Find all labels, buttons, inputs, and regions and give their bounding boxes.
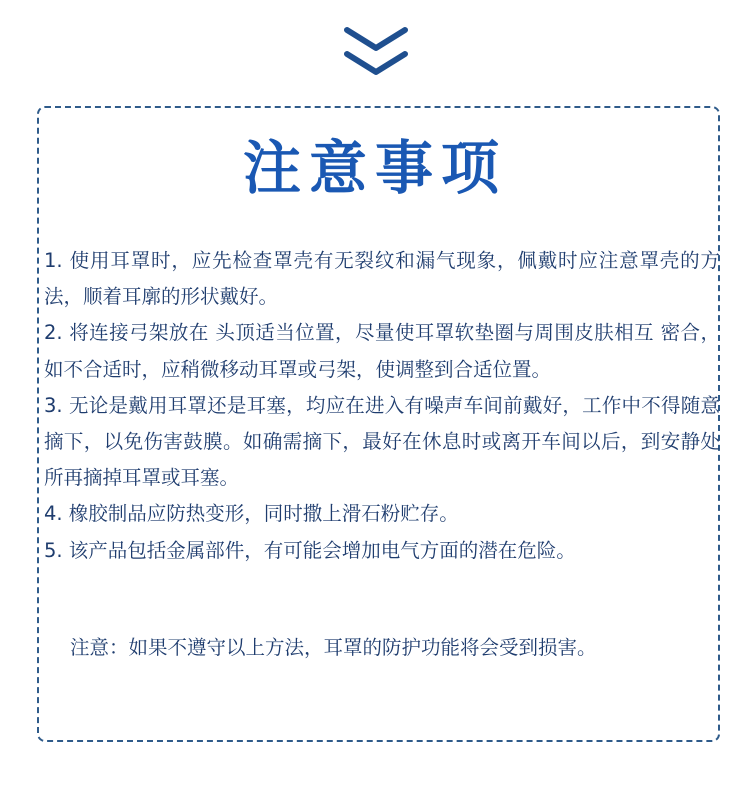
- footer-note: 注意：如果不遵守以上方法，耳罩的防护功能将会受到损害。: [70, 636, 597, 659]
- notice-item-5: 5. 该产品包括金属部件，有可能会增加电气方面的潜在危险。: [44, 538, 576, 562]
- notice-item-4: 4. 橡胶制品应防热变形，同时撒上滑石粉贮存。: [44, 502, 459, 526]
- notice-item-1: 1. 使用耳罩时，应先检查罩壳有无裂纹和漏气现象，佩戴时应注意罩壳的方法，顺着耳廓的形状戴好。: [44, 249, 720, 309]
- notice-list: [44, 243, 720, 569]
- notice-title: 注意事项: [242, 134, 507, 202]
- notice-item-3: 3. 无论是戴用耳罩还是耳塞，均应在进入有噪声车间前戴好，工作中不得随意摘下，以免伤害鼓膜。如确需摘下，最好在休息时或离开车间以后，到安静处所再摘掉耳罩或耳塞。: [44, 393, 720, 490]
- double-chevron-down-icon: [343, 26, 409, 78]
- notice-item-2: 2. 将连接弓架放在 头顶适当位置，尽量使耳罩软垫圈与周围皮肤相互 密合，如不合适时，应稍微移动耳罩或弓架，使调整到合适位置。: [44, 321, 720, 381]
